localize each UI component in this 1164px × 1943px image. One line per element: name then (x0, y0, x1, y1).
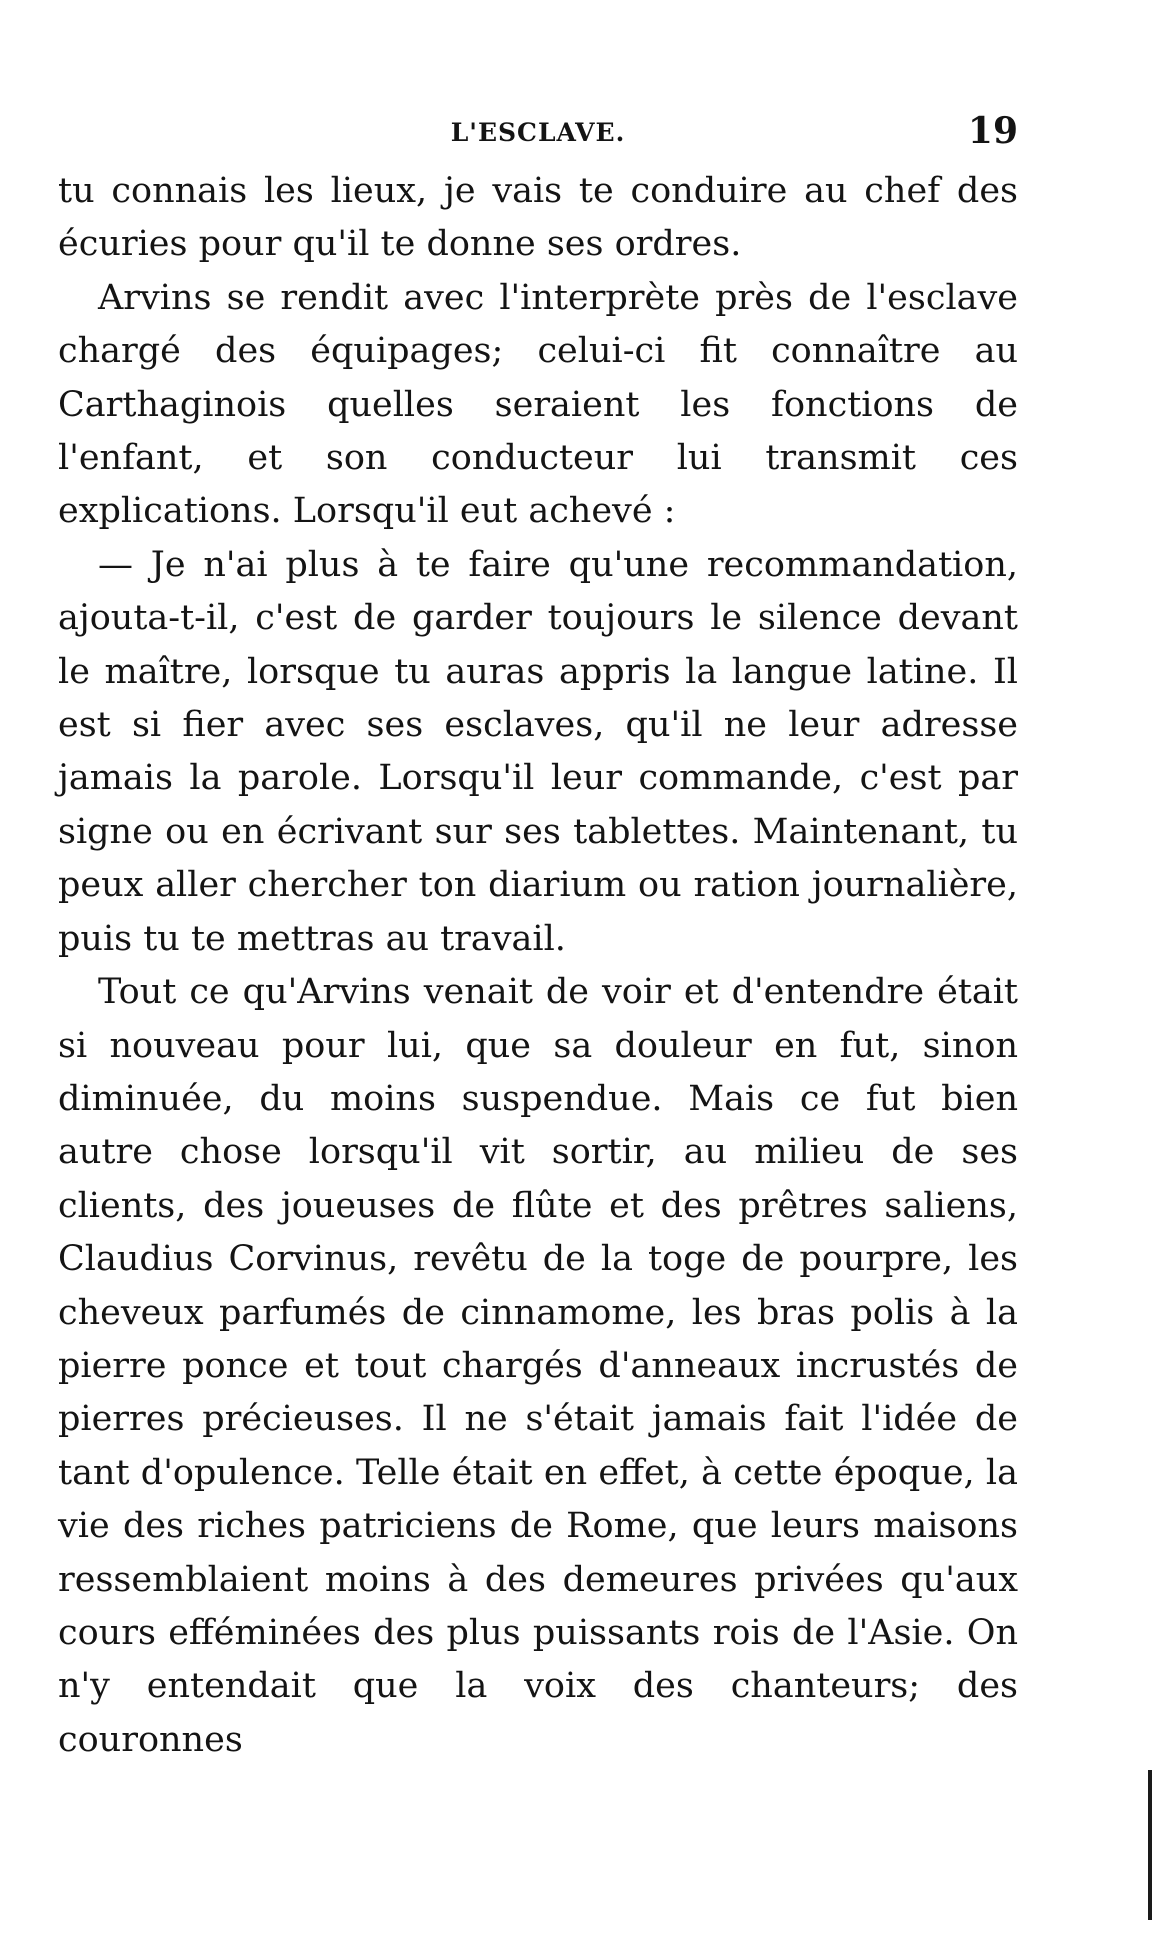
paragraph-4: Tout ce qu'Arvins venait de voir et d'entendre était si nouveau pour lui, que sa douleur en fut, sinon diminuée, du moins suspendue. Mais ce fut bien autre chose lorsqu'il vit sortir, au milieu de ses clients, des joueuses de flûte et des prêtres saliens, Claudius Corvinus, revêtu de la toge de pourpre, les cheveux parfumés de cinnamome, les bras polis à la pierre ponce et tout chargés d'anneaux incrustés de pierres précieuses. Il ne s'était jamais fait l'idée de tant d'opulence. Telle était en effet, à cette époque, la vie des riches patriciens de Rome, que leurs maisons ressemblaient moins à des demeures privées qu'aux cours efféminées des plus puissants rois de l'Asie. On n'y entendait que la voix des chanteurs; des couronnes (58, 972, 1018, 1760)
paragraph-3: — Je n'ai plus à te faire qu'une recommandation, ajouta-t-il, c'est de garder toujours le silence devant le maître, lorsque tu auras appris la langue latine. Il est si fier avec ses esclaves, qu'il ne leur adresse jamais la parole. Lorsqu'il leur commande, c'est par signe ou en écrivant sur ses tablettes. Maintenant, tu peux aller chercher ton diarium ou ration journalière, puis tu te mettras au travail. (58, 544, 1018, 959)
scan-edge-mark (1148, 1770, 1152, 1920)
paragraph-1: tu connais les lieux, je vais te conduire au chef des écuries pour qu'il te donne ses ordres. (58, 171, 1018, 265)
page-number: 19 (967, 110, 1018, 152)
paragraph-2: Arvins se rendit avec l'interprète près de l'esclave chargé des équipages; celui-ci fit connaître au Carthaginois quelles seraient les fonctions de l'enfant, et son conducteur lui transmit ces explications. Lorsqu'il eut achevé : (58, 277, 1018, 532)
running-head (58, 108, 1018, 158)
text-body (58, 165, 1018, 1767)
running-title: L'ESCLAVE. (450, 118, 626, 147)
